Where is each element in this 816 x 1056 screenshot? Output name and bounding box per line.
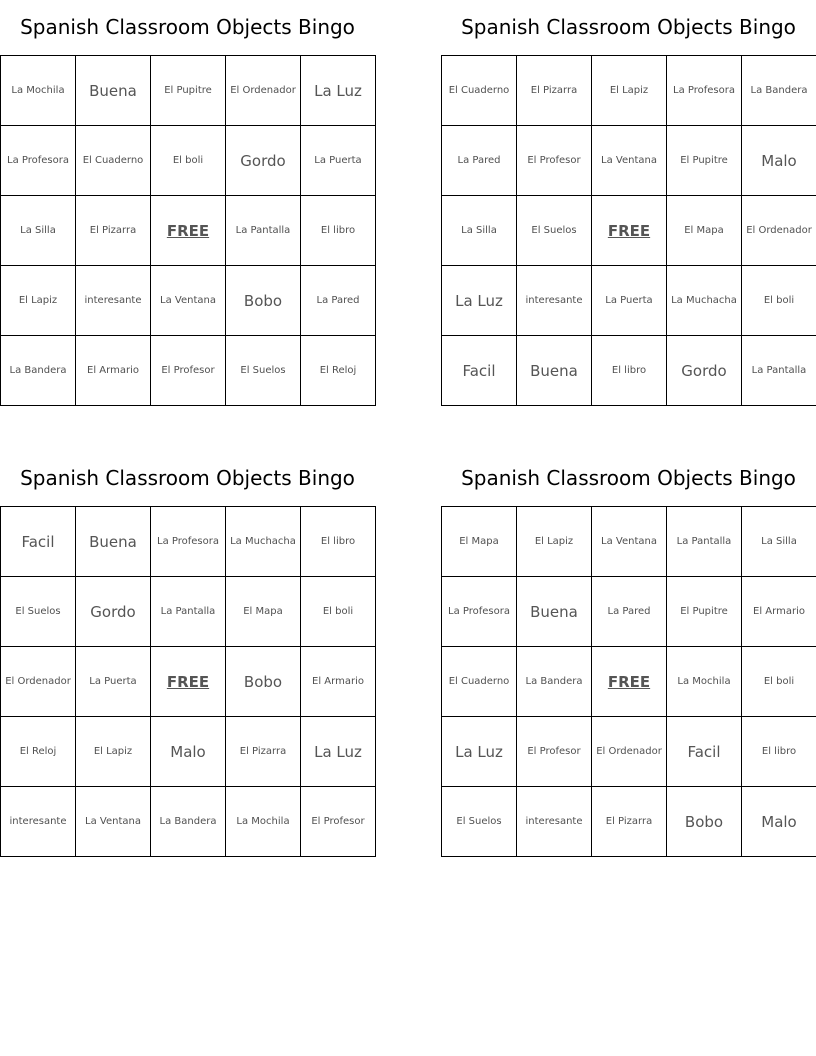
grid-cell: El Armario: [742, 577, 816, 647]
grid-cell: Malo: [742, 126, 816, 196]
grid-cell: La Pared: [442, 126, 517, 196]
free-space-cell: FREE: [151, 196, 226, 266]
grid-cell: Buena: [517, 336, 592, 406]
grid-cell: El libro: [592, 336, 667, 406]
grid-row: [1, 577, 376, 647]
grid-cell: La Pared: [592, 577, 667, 647]
grid-cell: La Ventana: [76, 787, 151, 857]
grid-cell: La Profesora: [151, 507, 226, 577]
grid-cell: Buena: [76, 507, 151, 577]
grid-cell: El Suelos: [1, 577, 76, 647]
grid-cell: El Lapiz: [76, 717, 151, 787]
bingo-grid: [0, 506, 376, 857]
grid-row: [442, 507, 816, 577]
grid-cell: La Bandera: [742, 56, 816, 126]
grid-cell: La Silla: [1, 196, 76, 266]
grid-cell: La Pantalla: [667, 507, 742, 577]
grid-row: [1, 787, 376, 857]
grid-row: [1, 336, 376, 406]
grid-cell: La Bandera: [517, 647, 592, 717]
grid-cell: El Pizarra: [592, 787, 667, 857]
grid-cell: Gordo: [76, 577, 151, 647]
grid-cell: El boli: [301, 577, 376, 647]
grid-cell: La Pantalla: [226, 196, 301, 266]
grid-row: [1, 56, 376, 126]
grid-cell: El Mapa: [442, 507, 517, 577]
grid-cell: La Puerta: [301, 126, 376, 196]
grid-cell: El Pupitre: [151, 56, 226, 126]
grid-row: [1, 647, 376, 717]
grid-cell: Bobo: [226, 647, 301, 717]
grid-row: [442, 56, 816, 126]
grid-cell: La Mochila: [667, 647, 742, 717]
grid-cell: La Pantalla: [742, 336, 816, 406]
grid-row: [442, 787, 816, 857]
grid-cell: La Profesora: [442, 577, 517, 647]
grid-cell: Malo: [151, 717, 226, 787]
grid-row: [442, 717, 816, 787]
bingo-card-3: [0, 451, 375, 857]
grid-cell: La Ventana: [151, 266, 226, 336]
grid-cell: El Pizarra: [226, 717, 301, 787]
grid-row: [1, 126, 376, 196]
grid-cell: El Ordenador: [592, 717, 667, 787]
grid-cell: La Muchacha: [667, 266, 742, 336]
grid-cell: El Pizarra: [517, 56, 592, 126]
grid-row: [442, 266, 816, 336]
grid-cell: El Reloj: [1, 717, 76, 787]
free-space-cell: FREE: [151, 647, 226, 717]
grid-row: [442, 196, 816, 266]
grid-row: [442, 647, 816, 717]
bingo-grid: [441, 506, 816, 857]
grid-cell: La Profesora: [1, 126, 76, 196]
grid-cell: La Puerta: [76, 647, 151, 717]
card-title: Spanish Classroom Objects Bingo: [20, 466, 355, 490]
grid-cell: El Profesor: [517, 717, 592, 787]
grid-cell: El Pupitre: [667, 577, 742, 647]
grid-cell: El boli: [151, 126, 226, 196]
grid-cell: Facil: [667, 717, 742, 787]
card-title: Spanish Classroom Objects Bingo: [461, 15, 796, 39]
grid-cell: El Lapiz: [1, 266, 76, 336]
grid-cell: Facil: [442, 336, 517, 406]
grid-cell: El libro: [742, 717, 816, 787]
grid-cell: El Ordenador: [742, 196, 816, 266]
grid-cell: La Luz: [442, 266, 517, 336]
grid-cell: El Ordenador: [1, 647, 76, 717]
grid-cell: El Pupitre: [667, 126, 742, 196]
grid-row: [1, 196, 376, 266]
grid-cell: El Profesor: [301, 787, 376, 857]
grid-row: [1, 266, 376, 336]
grid-cell: Bobo: [667, 787, 742, 857]
grid-cell: interesante: [1, 787, 76, 857]
grid-cell: El Suelos: [517, 196, 592, 266]
bingo-card-2: [441, 0, 816, 406]
grid-cell: La Luz: [301, 56, 376, 126]
grid-cell: Gordo: [667, 336, 742, 406]
grid-cell: Facil: [1, 507, 76, 577]
grid-cell: El Profesor: [151, 336, 226, 406]
bingo-grid: [0, 55, 376, 406]
grid-cell: El Reloj: [301, 336, 376, 406]
grid-cell: interesante: [76, 266, 151, 336]
grid-cell: La Puerta: [592, 266, 667, 336]
grid-cell: La Silla: [442, 196, 517, 266]
grid-cell: El Armario: [301, 647, 376, 717]
grid-cell: El Suelos: [442, 787, 517, 857]
grid-cell: La Profesora: [667, 56, 742, 126]
grid-cell: La Mochila: [1, 56, 76, 126]
free-space-cell: FREE: [592, 196, 667, 266]
grid-cell: La Bandera: [151, 787, 226, 857]
grid-cell: Malo: [742, 787, 816, 857]
grid-cell: El Cuaderno: [442, 647, 517, 717]
bingo-grid: [441, 55, 816, 406]
card-title: Spanish Classroom Objects Bingo: [461, 466, 796, 490]
grid-cell: La Ventana: [592, 507, 667, 577]
grid-cell: El boli: [742, 647, 816, 717]
bingo-card-4: [441, 451, 816, 857]
grid-cell: interesante: [517, 266, 592, 336]
grid-cell: interesante: [517, 787, 592, 857]
grid-cell: El Armario: [76, 336, 151, 406]
grid-cell: La Pantalla: [151, 577, 226, 647]
grid-cell: La Bandera: [1, 336, 76, 406]
grid-cell: La Silla: [742, 507, 816, 577]
grid-cell: El libro: [301, 507, 376, 577]
grid-cell: La Mochila: [226, 787, 301, 857]
free-space-cell: FREE: [592, 647, 667, 717]
grid-row: [442, 336, 816, 406]
grid-row: [1, 507, 376, 577]
grid-row: [1, 717, 376, 787]
grid-cell: Gordo: [226, 126, 301, 196]
grid-cell: La Luz: [442, 717, 517, 787]
grid-cell: El Suelos: [226, 336, 301, 406]
grid-cell: La Luz: [301, 717, 376, 787]
grid-cell: El Cuaderno: [76, 126, 151, 196]
grid-cell: El Lapiz: [517, 507, 592, 577]
grid-cell: El libro: [301, 196, 376, 266]
grid-cell: El Profesor: [517, 126, 592, 196]
grid-cell: El Mapa: [226, 577, 301, 647]
grid-cell: Buena: [76, 56, 151, 126]
grid-cell: El Pizarra: [76, 196, 151, 266]
grid-cell: La Ventana: [592, 126, 667, 196]
grid-cell: El boli: [742, 266, 816, 336]
grid-cell: Buena: [517, 577, 592, 647]
grid-cell: El Mapa: [667, 196, 742, 266]
grid-cell: La Muchacha: [226, 507, 301, 577]
grid-cell: El Lapiz: [592, 56, 667, 126]
grid-cell: Bobo: [226, 266, 301, 336]
grid-row: [442, 577, 816, 647]
grid-cell: El Ordenador: [226, 56, 301, 126]
grid-row: [442, 126, 816, 196]
grid-cell: El Cuaderno: [442, 56, 517, 126]
grid-cell: La Pared: [301, 266, 376, 336]
bingo-card-1: [0, 0, 375, 406]
card-title: Spanish Classroom Objects Bingo: [20, 15, 355, 39]
